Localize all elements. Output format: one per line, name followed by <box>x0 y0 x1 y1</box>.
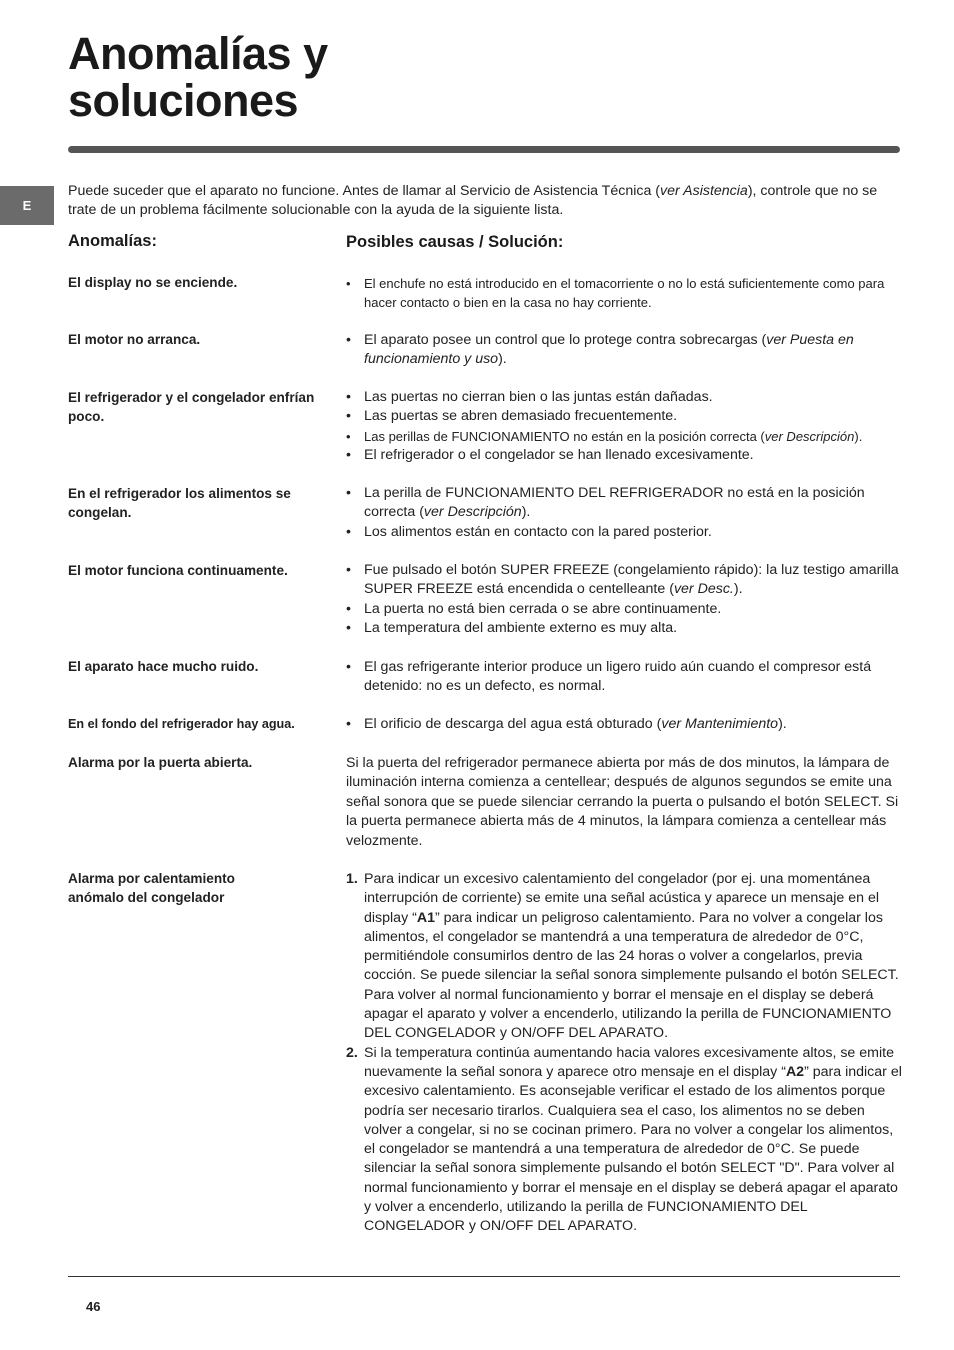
title-line-2: soluciones <box>68 75 299 126</box>
display-code: A1 <box>416 909 435 926</box>
anomalies-heading: Anomalías: <box>68 232 157 250</box>
anomaly-label: El motor no arranca. <box>68 332 201 347</box>
anomaly-label: El aparato hace mucho ruido. <box>68 659 259 674</box>
anomaly-label: Alarma por calentamiento anómalo del congelador <box>68 871 235 905</box>
cause-item: • El refrigerador o el congelador se han llenado excesivamente. <box>346 446 902 465</box>
language-tab-label: E <box>22 198 32 213</box>
anomaly-label: El display no se enciende. <box>68 275 238 290</box>
language-tab <box>0 186 54 225</box>
page-number: 46 <box>86 1299 101 1314</box>
anomaly-label: Alarma por la puerta abierta. <box>68 755 253 770</box>
cause-list <box>346 484 902 542</box>
cause-item: • El orificio de descarga del agua está obturado (ver Mantenimiento). <box>346 715 902 734</box>
intro-text: Puede suceder que el aparato no funcione. Antes de llamar al Servicio de Asistencia Técnica (ver Asistencia), controle que no se trate de un problema fácilmente solucionable con la ayuda de la siguiente lista. <box>68 183 878 219</box>
anomaly-label: En el refrigerador los alimentos se congelan. <box>68 486 291 520</box>
cause-list <box>346 715 902 734</box>
cause-list <box>346 561 902 639</box>
footer-divider <box>68 1276 900 1277</box>
causes-heading: Posibles causas / Solución: <box>346 233 564 251</box>
heat-alarm-steps <box>346 870 902 1237</box>
title-divider <box>68 146 900 153</box>
door-alarm-text: Si la puerta del refrigerador permanece abierta por más de dos minutos, la lámpara de iluminación interna comienza a centellear; después de algunos segundos se emite una señal sonora que se puede silenciar cerrando la puerta o pulsando el botón SELECT. Si la puerta permanece abierta más de 4 minutos, la lámpara comienza a centellear más velozmente. <box>346 755 899 849</box>
cause-item: • Fue pulsado el botón SUPER FREEZE (congelamiento rápido): la luz testigo amarilla SUPER FREEZE está encendida o centelleante (ver Desc.). <box>346 561 902 600</box>
cause-item: • El enchufe no está introducido en el tomacorriente o no lo está suficientemente como para hacer contacto o bien en la casa no hay corriente. <box>346 274 902 313</box>
cause-item: • La temperatura del ambiente externo es muy alta. <box>346 619 902 638</box>
cause-item: • La perilla de FUNCIONAMIENTO DEL REFRIGERADOR no está en la posición correcta (ver Descripción). <box>346 484 902 523</box>
title-line-1: Anomalías y <box>68 28 328 79</box>
cause-list <box>346 331 902 370</box>
cause-item: • Los alimentos están en contacto con la pared posterior. <box>346 523 902 542</box>
cause-list <box>346 274 902 313</box>
heat-alarm-step: 2. Si la temperatura continúa aumentando hacia valores excesivamente altos, se emite nuevamente la señal sonora y aparece otro mensaje en el display “A2” para indicar el excesivo calentamiento. Es aconsejable verificar el estado de los alimentos porque podría ser necesario tirarlos. Cualquiera sea el caso, los alimentos no se deben volver a congelar, si no se cocinan primero. Para no volver a congelar los alimentos, el congelador se mantendrá a una temperatura de alrededor de 0°C. Se puede silenciar la señal sonora simplemente pulsando el botón SELECT "D". Para volver al normal funcionamiento y borrar el mensaje en el display se deberá apagar el aparato y volver a encenderlo, utilizando la perilla de FUNCIONAMIENTO DEL CONGELADOR y ON/OFF DEL APARATO. <box>346 1044 902 1235</box>
cause-list <box>346 388 902 466</box>
page-title <box>68 30 328 124</box>
cause-item: • La puerta no está bien cerrada o se abre continuamente. <box>346 600 902 619</box>
display-code: A2 <box>785 1063 805 1080</box>
anomaly-label: En el fondo del refrigerador hay agua. <box>68 717 295 731</box>
intro-reference: ver Asistencia <box>660 183 748 199</box>
cause-item: • Las puertas no cierran bien o las juntas están dañadas. <box>346 388 902 407</box>
heat-alarm-step: 1. Para indicar un excesivo calentamiento del congelador (por ej. una momentánea interrupción de corriente) se emite una señal acústica y aparece un mensaje en el display “A1” para indicar un peligroso calentamiento. Para no volver a congelar los alimentos, el congelador se mantendrá a una temperatura de alrededor de 0°C, permitiéndole consumirlos dentro de las 24 horas o volver a congelarlos, previa cocción. Se puede silenciar la señal sonora simplemente pulsando el botón SELECT. Para volver al normal funcionamiento y borrar el mensaje en el display se deberá apagar el aparato y volver a encenderlo, utilizando la perilla de FUNCIONAMIENTO DEL CONGELADOR y ON/OFF DEL APARATO. <box>346 871 899 1042</box>
cause-item: • Las puertas se abren demasiado frecuentemente. <box>346 407 902 426</box>
cause-item: • Las perillas de FUNCIONAMIENTO no están en la posición correcta (ver Descripción). <box>346 427 902 446</box>
cause-item: • El aparato posee un control que lo protege contra sobrecargas (ver Puesta en funcionamiento y uso). <box>346 331 902 370</box>
cause-item: • El gas refrigerante interior produce un ligero ruido aún cuando el compresor está detenido: no es un defecto, es normal. <box>346 658 902 697</box>
anomaly-label: El refrigerador y el congelador enfrían poco. <box>68 390 315 424</box>
cause-list <box>346 658 902 697</box>
anomaly-label: El motor funciona continuamente. <box>68 563 288 578</box>
